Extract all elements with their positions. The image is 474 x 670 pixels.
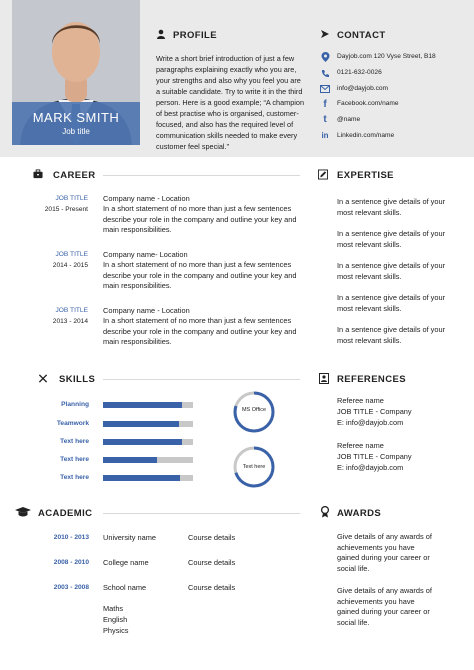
- career-title: JOB TITLE: [55, 251, 88, 258]
- skill-bar: [103, 439, 193, 445]
- profile-heading: PROFILE: [173, 30, 217, 41]
- location-icon: [320, 52, 330, 62]
- subject-item: Physics: [103, 626, 129, 635]
- tools-icon: [38, 373, 48, 383]
- academic-school: School name: [103, 583, 147, 592]
- contact-twitter[interactable]: @name: [337, 116, 361, 123]
- career-title: JOB TITLE: [55, 195, 88, 202]
- career-description: In a short statement of no more than just a few sentences describe your role in the company and outline your key and main responsibilities.: [103, 316, 297, 347]
- academic-years: 2008 - 2010: [53, 559, 89, 566]
- full-name: MARK SMITH: [32, 110, 120, 125]
- ring-label: Text here: [242, 464, 266, 470]
- contact-facebook[interactable]: Facebook.com/name: [337, 100, 399, 107]
- skill-ring: [232, 445, 276, 489]
- career-rule: [103, 175, 300, 176]
- referee-email[interactable]: E: info@dayjob.com: [337, 463, 404, 472]
- skill-label: Text here: [60, 438, 89, 445]
- referee-name: Referee name: [337, 396, 384, 405]
- profile-text: Write a short brief introduction of just a few paragraphs explaining exactly who you are, your strengths and also why you feel you are a suitable candidate. Try to write it in the third person. Here is a good example; “A champion of best practise who is organised, customer-focused, and also has the required level of communication skills needed to make every customer feel special.”: [156, 54, 305, 151]
- skill-bar-fill: [103, 475, 180, 481]
- referee-name: Referee name: [337, 441, 384, 450]
- career-description: In a short statement of no more than just a few sentences describe your role in the company and outline your key and main responsibilities.: [103, 260, 297, 291]
- pen-icon: [318, 169, 328, 179]
- expertise-heading: EXPERTISE: [337, 170, 394, 181]
- career-dates: 2015 - Present: [44, 206, 88, 213]
- references-heading: REFERENCES: [337, 374, 406, 385]
- subject-item: English: [103, 615, 128, 624]
- career-company: Company name - Location: [103, 306, 190, 315]
- career-description: In a short statement of no more than just a few sentences describe your role in the company and outline your key and main responsibilities.: [103, 204, 297, 235]
- skill-label: Teamwork: [56, 420, 89, 427]
- academic-details: Course details: [188, 533, 236, 542]
- skill-bar-fill: [103, 457, 157, 463]
- graduation-cap-icon: [15, 507, 31, 517]
- career-company: Company name - Location: [103, 194, 190, 203]
- phone-icon: [320, 68, 330, 78]
- referee-title: JOB TITLE - Company: [337, 452, 412, 461]
- skill-bar: [103, 421, 193, 427]
- award-icon: [320, 507, 330, 517]
- skill-ring: [232, 390, 276, 434]
- contact-address: Dayjob.com 120 Vyse Street, B18: [337, 53, 436, 60]
- expertise-item: In a sentence give details of your most relevant skills.: [337, 229, 446, 249]
- skill-label: Planning: [61, 401, 89, 408]
- career-heading: CAREER: [53, 170, 96, 181]
- job-title: Job title: [62, 127, 90, 136]
- name-banner: [12, 102, 140, 145]
- skill-bar: [103, 402, 193, 408]
- referee-email[interactable]: E: info@dayjob.com: [337, 418, 404, 427]
- award-item: Give details of any awards of achievements you have gained during your career or social life.: [337, 532, 432, 573]
- skills-rule: [103, 379, 300, 380]
- expertise-item: In a sentence give details of your most relevant skills.: [337, 261, 446, 281]
- ring-label: MS Office: [241, 407, 267, 413]
- career-dates: 2013 - 2014: [52, 318, 88, 325]
- skill-bar: [103, 475, 193, 481]
- skill-bar-fill: [103, 439, 182, 445]
- award-item: Give details of any awards of achievements you have gained during your career or social life.: [337, 586, 432, 627]
- expertise-item: In a sentence give details of your most relevant skills.: [337, 293, 446, 313]
- awards-heading: AWARDS: [337, 508, 382, 519]
- skill-bar-fill: [103, 421, 179, 427]
- expertise-item: In a sentence give details of your most relevant skills.: [337, 325, 446, 345]
- person-icon: [156, 29, 166, 39]
- send-icon: [320, 29, 330, 39]
- academic-school: University name: [103, 533, 156, 542]
- academic-school: College name: [103, 558, 149, 567]
- skill-label: Text here: [60, 456, 89, 463]
- academic-rule: [103, 513, 300, 514]
- skill-label: Text here: [60, 474, 89, 481]
- skill-bar-fill: [103, 402, 182, 408]
- career-title: JOB TITLE: [55, 307, 88, 314]
- contact-email[interactable]: info@dayjob.com: [337, 85, 389, 92]
- twitter-icon: t: [323, 113, 327, 125]
- referee-title: JOB TITLE - Company: [337, 407, 412, 416]
- contact-linkedin[interactable]: Linkedin.com/name: [337, 132, 395, 139]
- expertise-item: In a sentence give details of your most relevant skills.: [337, 197, 446, 217]
- email-icon: [320, 84, 330, 94]
- academic-details: Course details: [188, 583, 236, 592]
- subject-item: Maths: [103, 604, 124, 613]
- academic-details: Course details: [188, 558, 236, 567]
- facebook-icon: f: [323, 98, 327, 110]
- briefcase-icon: [33, 169, 43, 179]
- contact-heading: CONTACT: [337, 30, 386, 41]
- academic-years: 2010 - 2013: [53, 534, 89, 541]
- career-company: Company name- Location: [103, 250, 188, 259]
- academic-heading: ACADEMIC: [38, 508, 93, 519]
- career-dates: 2014 - 2015: [52, 262, 88, 269]
- id-card-icon: [319, 373, 329, 383]
- contact-phone: 0121-632-0026: [337, 69, 382, 76]
- linkedin-icon: in: [321, 130, 329, 140]
- skill-bar: [103, 457, 193, 463]
- skills-heading: SKILLS: [59, 374, 96, 385]
- academic-years: 2003 - 2008: [53, 584, 89, 591]
